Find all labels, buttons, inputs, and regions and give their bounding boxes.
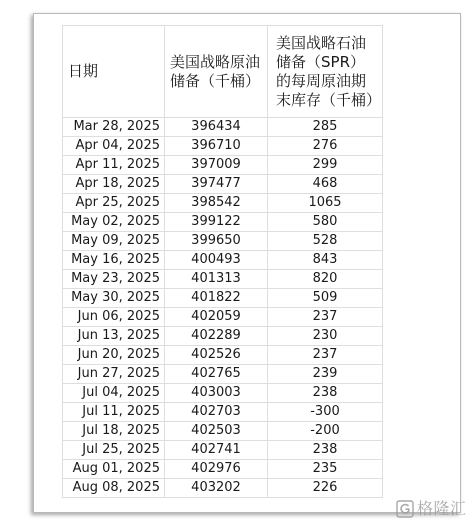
table-row	[63, 156, 383, 175]
spr-weekly-stock-cell: 580	[268, 213, 383, 232]
spr-reserve-cell: 402741	[165, 441, 268, 460]
table-header	[63, 26, 383, 118]
date-cell: Jun 27, 2025	[63, 365, 165, 384]
date-cell: Jun 13, 2025	[63, 327, 165, 346]
spr-reserve-cell: 402976	[165, 460, 268, 479]
spr-reserve-cell: 402526	[165, 346, 268, 365]
date-cell: Jun 06, 2025	[63, 308, 165, 327]
date-cell: Apr 25, 2025	[63, 194, 165, 213]
spr-weekly-stock-cell: 238	[268, 441, 383, 460]
spr-weekly-stock-cell: 528	[268, 232, 383, 251]
spr-weekly-stock-cell: 1065	[268, 194, 383, 213]
spr-reserve-cell: 397477	[165, 175, 268, 194]
table-row	[63, 270, 383, 289]
date-cell: Aug 01, 2025	[63, 460, 165, 479]
date-cell: Apr 18, 2025	[63, 175, 165, 194]
spr-weekly-stock-cell: 509	[268, 289, 383, 308]
spr-weekly-stock-cell: 276	[268, 137, 383, 156]
spr-weekly-stock-cell: 285	[268, 118, 383, 137]
spr-weekly-stock-cell: 237	[268, 308, 383, 327]
date-cell: Jul 04, 2025	[63, 384, 165, 403]
spr-reserve-cell: 400493	[165, 251, 268, 270]
spr-reserve-cell: 401822	[165, 289, 268, 308]
spr-reserve-cell: 401313	[165, 270, 268, 289]
table-row	[63, 365, 383, 384]
spr-reserve-cell: 402703	[165, 403, 268, 422]
spr-reserve-cell: 398542	[165, 194, 268, 213]
date-cell: May 02, 2025	[63, 213, 165, 232]
spr-weekly-stock-cell: -200	[268, 422, 383, 441]
date-cell: May 09, 2025	[63, 232, 165, 251]
spr-reserve-cell: 402289	[165, 327, 268, 346]
spr-reserve-cell: 403202	[165, 479, 268, 498]
spr-weekly-stock-cell: -300	[268, 403, 383, 422]
date-cell: Apr 11, 2025	[63, 156, 165, 175]
table-row	[63, 422, 383, 441]
table-row	[63, 213, 383, 232]
table-row	[63, 194, 383, 213]
spr-reserve-cell: 396710	[165, 137, 268, 156]
table-row	[63, 479, 383, 498]
table-row	[63, 346, 383, 365]
gelonghui-logo-icon	[396, 500, 414, 518]
table-row	[63, 460, 383, 479]
date-cell: Mar 28, 2025	[63, 118, 165, 137]
table-row	[63, 251, 383, 270]
spr-weekly-stock-cell: 238	[268, 384, 383, 403]
spr-reserve-cell: 399122	[165, 213, 268, 232]
spr-inventory-table	[62, 25, 383, 498]
spr-reserve-cell: 402503	[165, 422, 268, 441]
spr-reserve-cell: 402765	[165, 365, 268, 384]
spr-reserve-cell: 399650	[165, 232, 268, 251]
spr-weekly-stock-cell: 299	[268, 156, 383, 175]
date-cell: May 16, 2025	[63, 251, 165, 270]
watermark-text: 格隆汇	[417, 499, 467, 518]
table-row	[63, 327, 383, 346]
table-row	[63, 403, 383, 422]
date-cell: Jun 20, 2025	[63, 346, 165, 365]
table-row	[63, 289, 383, 308]
spr-weekly-stock-cell: 843	[268, 251, 383, 270]
table-row	[63, 118, 383, 137]
spr-weekly-stock-cell: 239	[268, 365, 383, 384]
table-row	[63, 232, 383, 251]
date-cell: Aug 08, 2025	[63, 479, 165, 498]
header-row	[63, 26, 383, 118]
spr-weekly-stock-cell: 820	[268, 270, 383, 289]
header-spr-weekly-ending-stock: 美国战略石油储备（SPR）的每周原油期末库存（千桶）	[268, 26, 383, 118]
spr-reserve-cell: 402059	[165, 308, 268, 327]
date-cell: May 23, 2025	[63, 270, 165, 289]
spr-weekly-stock-cell: 226	[268, 479, 383, 498]
table-body	[63, 118, 383, 498]
spr-weekly-stock-cell: 230	[268, 327, 383, 346]
table-row	[63, 137, 383, 156]
table-row	[63, 441, 383, 460]
table-row	[63, 384, 383, 403]
date-cell: Jul 11, 2025	[63, 403, 165, 422]
date-cell: May 30, 2025	[63, 289, 165, 308]
date-cell: Jul 25, 2025	[63, 441, 165, 460]
spr-reserve-cell: 403003	[165, 384, 268, 403]
table-row	[63, 175, 383, 194]
spr-weekly-stock-cell: 237	[268, 346, 383, 365]
table-row	[63, 308, 383, 327]
spr-reserve-cell: 397009	[165, 156, 268, 175]
date-cell: Apr 04, 2025	[63, 137, 165, 156]
header-date: 日期	[63, 26, 165, 118]
spr-reserve-cell: 396434	[165, 118, 268, 137]
watermark	[396, 499, 467, 519]
spr-weekly-stock-cell: 235	[268, 460, 383, 479]
date-cell: Jul 18, 2025	[63, 422, 165, 441]
spr-weekly-stock-cell: 468	[268, 175, 383, 194]
header-spr-reserve: 美国战略原油储备（千桶）	[165, 26, 268, 118]
